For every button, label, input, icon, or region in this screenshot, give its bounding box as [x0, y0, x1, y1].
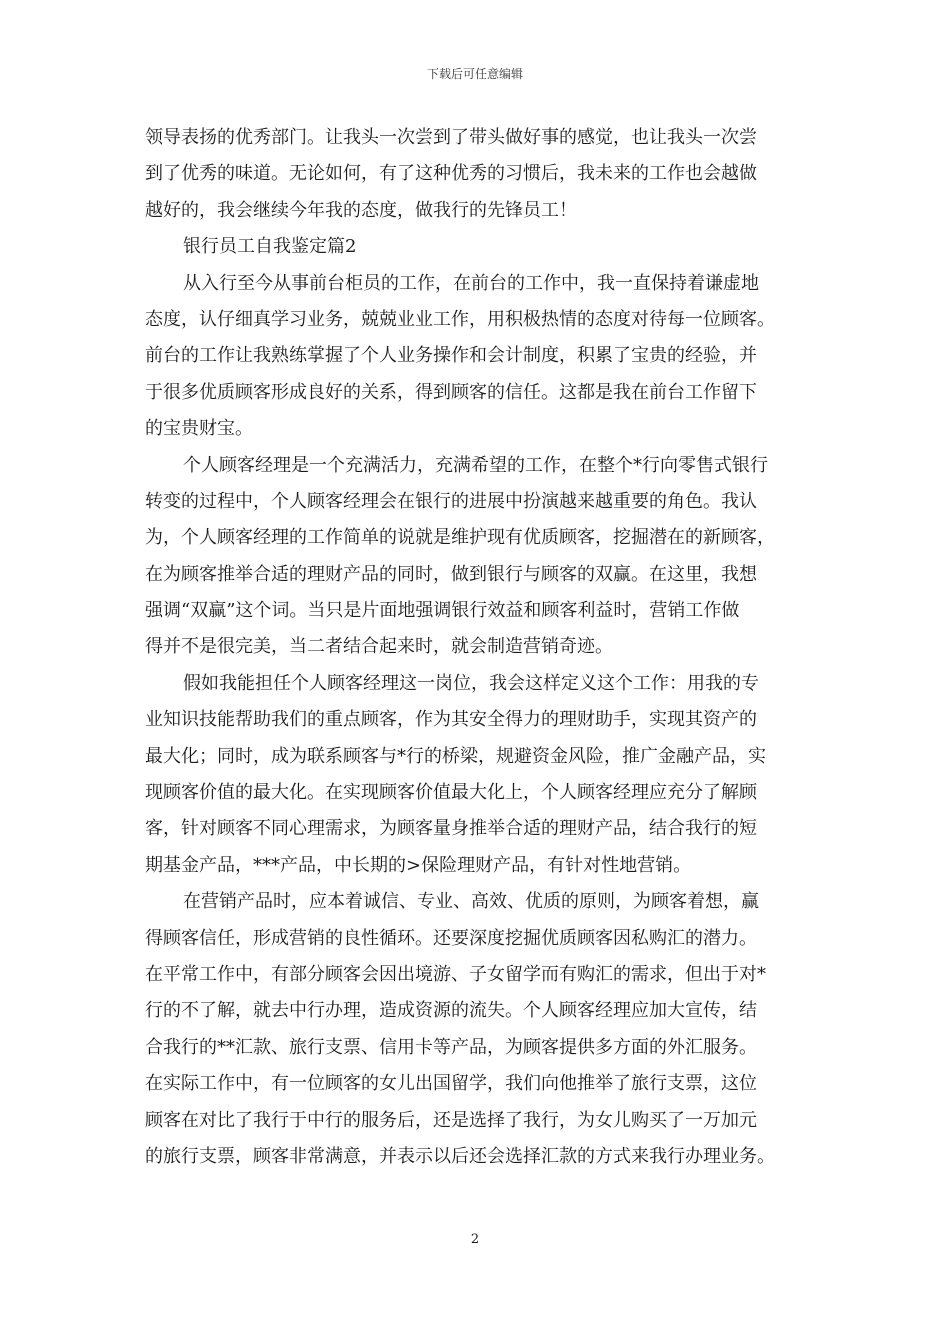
text-line: 从入行至今从事前台柜员的工作，在前台的工作中，我一直保持着谦虚地 [183, 272, 759, 294]
text-line: 得顾客信任，形成营销的良性循环。还要深度挖掘优质顾客因私购汇的潜力。 [145, 927, 757, 949]
text-line: 态度，认仔细真学习业务，兢兢业业工作，用积极热情的态度对待每一位顾客。 [145, 308, 775, 330]
text-line: 强调“双赢”这个词。当只是片面地强调银行效益和顾客利益时，营销工作做 [145, 600, 740, 622]
text-line: 于很多优质顾客形成良好的关系，得到顾客的信任。这都是我在前台工作留下 [145, 381, 757, 403]
text-line: 个人顾客经理是一个充满活力，充满希望的工作，在整个*行向零售式银行 [183, 454, 768, 476]
text-line: 的旅行支票，顾客非常满意，并表示以后还会选择汇款的方式来我行办理业务。 [145, 1145, 775, 1167]
text-line: 领导表扬的优秀部门。让我头一次尝到了带头做好事的感觉，也让我头一次尝 [145, 127, 757, 148]
text-line: 在平常工作中，有部分顾客会因出境游、子女留学而有购汇的需求，但出于对* [145, 963, 766, 985]
text-line: 转变的过程中，个人顾客经理会在银行的进展中扮演越来越重要的角色。我认 [145, 490, 757, 512]
text-line: 到了优秀的味道。无论如何，有了这种优秀的习惯后，我未来的工作也会越做 [145, 163, 757, 185]
text-line: 现顾客价值的最大化。在实现顾客价值最大化上，个人顾客经理应充分了解顾 [145, 782, 757, 804]
text-line: 在实际工作中，有一位顾客的女儿出国留学，我们向他推举了旅行支票，这位 [145, 1073, 757, 1095]
text-line: 最大化；同时，成为联系顾客与*行的桥梁，规避资金风险，推广金融产品，实 [145, 745, 766, 767]
page-number: 2 [470, 1232, 480, 1247]
text-line: 为，个人顾客经理的工作简单的说就是维护现有优质顾客，挖掘潜在的新顾客， [145, 527, 775, 549]
text-line: 前台的工作让我熟练掌握了个人业务操作和会计制度，积累了宝贵的经验，并 [145, 345, 757, 367]
page-header: 下载后可任意编辑 [426, 67, 523, 81]
text-line: 顾客在对比了我行于中行的服务后，还是选择了我行，为女儿购买了一万加元 [145, 1109, 757, 1131]
text-line: 在为顾客推举合适的理财产品的同时，做到银行与顾客的双赢。在这里，我想 [145, 563, 757, 585]
text-line: 在营销产品时，应本着诚信、专业、高效、优质的原则，为顾客着想，赢 [183, 891, 759, 913]
document-body [145, 120, 821, 1175]
text-line: 行的不了解，就去中行办理，造成资源的流失。个人顾客经理应加大宣传，结 [145, 1000, 757, 1022]
section-heading: 银行员工自我鉴定篇2 [183, 236, 357, 258]
text-line: 业知识技能帮助我们的重点顾客，作为其安全得力的理财助手，实现其资产的 [145, 709, 757, 731]
text-line: 期基金产品，***产品，中长期的>保险理财产品，有针对性地营销。 [145, 854, 692, 876]
text-line: 的宝贵财宝。 [145, 418, 253, 440]
text-line: 假如我能担任个人顾客经理这一岗位，我会这样定义这个工作：用我的专 [183, 672, 759, 694]
text-line: 客，针对顾客不同心理需求，为顾客量身推举合适的理财产品，结合我行的短 [145, 818, 757, 840]
text-line: 越好的，我会继续今年我的态度，做我行的先锋员工！ [145, 199, 577, 221]
text-line: 合我行的**汇款、旅行支票、信用卡等产品，为顾客提供多方面的外汇服务。 [145, 1036, 757, 1058]
text-line: 得并不是很完美，当二者结合起来时，就会制造营销奇迹。 [145, 636, 613, 658]
